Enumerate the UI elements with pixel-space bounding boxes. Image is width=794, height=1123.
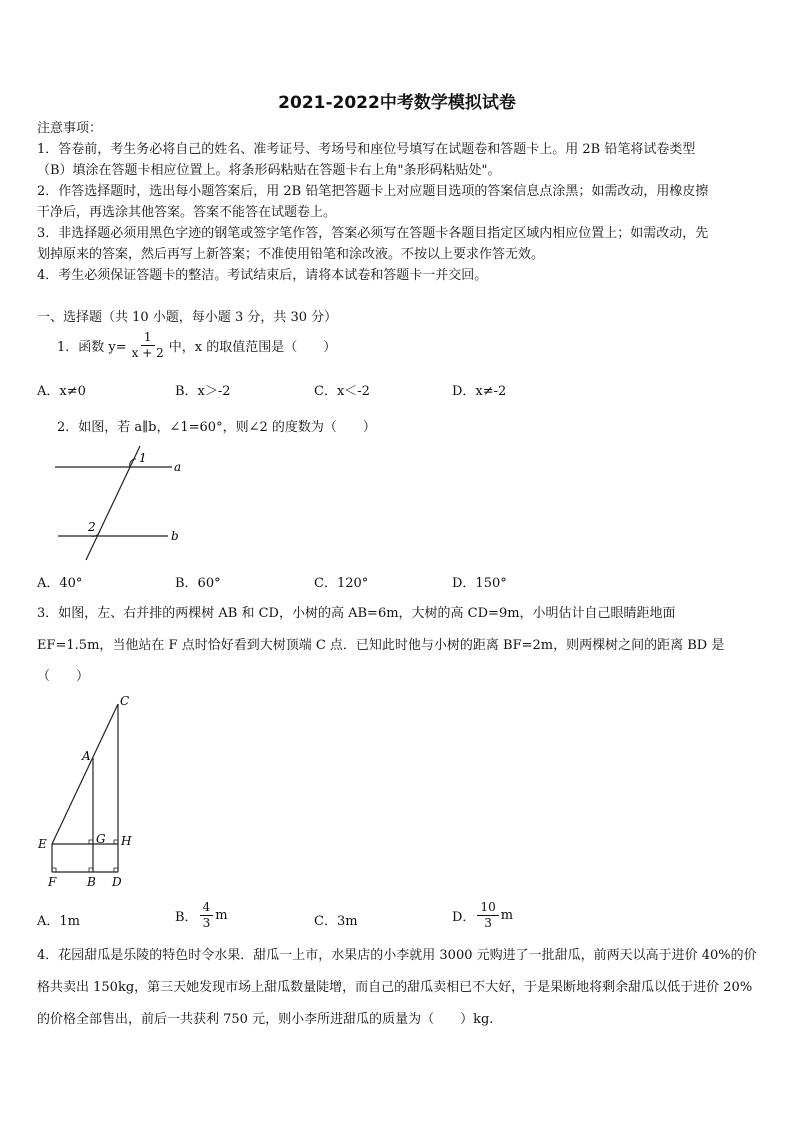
page-title: 2021-2022中考数学模拟试卷 bbox=[278, 93, 516, 113]
notice-item-3-line-2: 划掉原来的答案，然后再写上新答案；不准使用铅笔和涂改液。不按以上要求作答无效。 bbox=[37, 247, 545, 262]
q1-fraction-numerator: 1 bbox=[141, 330, 155, 346]
q3-option-d-fraction bbox=[477, 900, 498, 931]
q3-option-b bbox=[175, 900, 228, 931]
q3-option-b-prefix: B． bbox=[175, 910, 198, 925]
q1-option-d: D．x≠-2 bbox=[452, 384, 507, 399]
q3-option-d-unit: m bbox=[500, 908, 514, 923]
q3-option-d-numerator: 10 bbox=[477, 900, 498, 916]
q3-option-b-numerator: 4 bbox=[200, 900, 214, 916]
q3-option-d-prefix: D． bbox=[452, 910, 476, 925]
point-d-label: D bbox=[112, 875, 122, 889]
q1-option-c: C．x＜-2 bbox=[314, 384, 370, 399]
notice-item-1-line-1: 1．答卷前，考生务必将自己的姓名、准考证号、考场号和座位号填写在试题卷和答题卡上。用 2B 铅笔将试卷类型 bbox=[37, 142, 696, 157]
q2-parallel-lines-figure bbox=[50, 444, 190, 564]
notice-item-1-line-2: （B）填涂在答题卡相应位置上。将条形码粘贴在答题卡右上角"条形码粘贴处"。 bbox=[37, 163, 501, 178]
q1-fraction-denominator: x + 2 bbox=[131, 346, 164, 360]
point-c-label: C bbox=[120, 694, 130, 708]
notice-heading: 注意事项： bbox=[37, 121, 103, 136]
line-a-label: a bbox=[174, 460, 182, 474]
transversal-line bbox=[86, 446, 140, 560]
q3-option-d bbox=[452, 900, 513, 931]
q2-option-b: B．60° bbox=[175, 576, 221, 591]
notice-item-3-line-1: 3．非选择题必须用黑色字迹的钢笔或签字笔作答，答案必须写在答题卡各题目指定区域内相应位置上；如需改动，先 bbox=[37, 226, 709, 241]
point-h-label: H bbox=[121, 834, 132, 848]
angle-2-label: 2 bbox=[88, 520, 96, 534]
q2-option-c: C．120° bbox=[314, 576, 369, 591]
q1-fraction bbox=[129, 330, 167, 361]
q3-option-b-unit: m bbox=[215, 908, 228, 923]
question-3-line-3: （ ） bbox=[37, 669, 90, 684]
notice-item-2-line-1: 2．作答选择题时，选出每小题答案后，用 2B 铅笔把答题卡上对应题目选项的答案信息点涂黑；如需改动，用橡皮擦 bbox=[37, 184, 709, 199]
section-heading: 一、选择题（共 10 小题，每小题 3 分，共 30 分） bbox=[37, 310, 338, 325]
q3-option-d-denominator: 3 bbox=[484, 916, 492, 930]
q3-trees-figure bbox=[35, 692, 145, 892]
q1-prefix: 1．函数 y= bbox=[57, 340, 127, 355]
q2-option-a: A．40° bbox=[37, 576, 83, 591]
point-g-label: G bbox=[96, 832, 106, 846]
notice-item-4: 4．考生必须保证答题卡的整洁。考试结束后，请将本试卷和答题卡一并交回。 bbox=[37, 268, 488, 283]
point-f-label: F bbox=[48, 875, 57, 889]
q3-option-c: C．3m bbox=[314, 914, 358, 929]
sight-line-ec bbox=[52, 704, 118, 844]
q3-option-a: A．1m bbox=[37, 914, 80, 929]
angle-1-label: 1 bbox=[139, 451, 147, 465]
q1-option-b: B．x＞-2 bbox=[175, 384, 231, 399]
question-3-line-1: 3．如图，左、右并排的两棵树 AB 和 CD，小树的高 AB=6m，大树的高 CD=9m，小明估计自己眼睛距地面 bbox=[37, 606, 676, 621]
question-3-line-2: EF=1.5m，当他站在 F 点时恰好看到大树顶端 C 点．已知此时他与小树的距离 BF=2m，则两棵树之间的距离 BD 是 bbox=[37, 638, 725, 653]
q1-suffix: 中，x 的取值范围是（ ） bbox=[168, 340, 337, 355]
question-4-stem: 4．花园甜瓜是乐陵的特色时令水果．甜瓜一上市，水果店的小李就用 3000 元购进了一批甜瓜，前两天以高于进价 40%的价格共卖出 150kg，第三天她发现市场上甜瓜数量陡增，而自己的甜瓜卖相已不大好，于是果断地将剩余甜瓜以低于进价 20%的价格全部售出，前后一共获利 750 元，则小李所进甜瓜的质量为（ ）kg. bbox=[37, 948, 757, 1027]
question-2-stem: 2．如图，若 a∥b，∠1=60°，则∠2 的度数为（ ） bbox=[57, 420, 376, 435]
point-e-label: E bbox=[38, 837, 47, 851]
line-b-label: b bbox=[171, 529, 179, 543]
question-1-stem bbox=[57, 330, 336, 361]
q1-option-a: A．x≠0 bbox=[37, 384, 86, 399]
q2-option-d: D．150° bbox=[452, 576, 507, 591]
notice-item-2-line-2: 干净后，再选涂其他答案。答案不能答在试题卷上。 bbox=[37, 205, 337, 220]
point-b-label: B bbox=[87, 875, 96, 889]
q3-option-b-denominator: 3 bbox=[202, 916, 211, 930]
q3-option-b-fraction bbox=[200, 900, 214, 931]
point-a-label: A bbox=[82, 749, 91, 763]
